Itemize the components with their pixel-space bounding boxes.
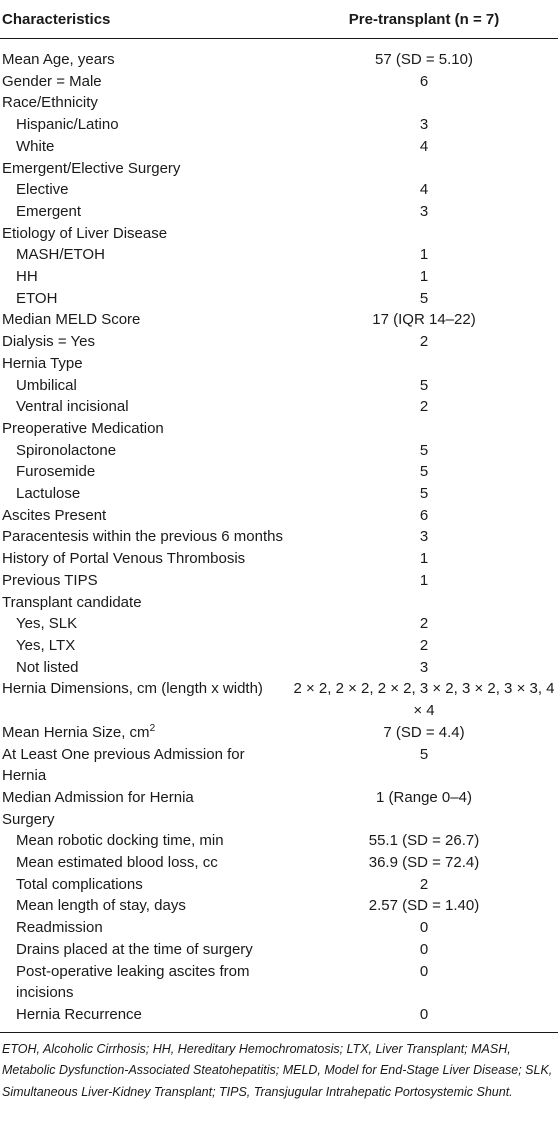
- row-value: 55.1 (SD = 26.7): [368, 832, 480, 850]
- header-characteristics: Characteristics: [0, 0, 290, 39]
- row-value: 3: [419, 202, 429, 220]
- row-value: 0: [419, 962, 429, 980]
- row-label-text: Readmission: [16, 919, 103, 937]
- row-value: 1: [419, 571, 429, 589]
- table-row: [0, 830, 558, 852]
- row-label-text: Median MELD Score: [2, 311, 141, 329]
- row-label-text: Yes, SLK: [16, 615, 78, 633]
- row-value: 57 (SD = 5.10): [375, 51, 473, 68]
- row-label-text: Median Admission for Hernia: [2, 788, 194, 806]
- row-label: [0, 353, 290, 375]
- row-label: [0, 483, 290, 505]
- row-label: [0, 375, 290, 397]
- table-row: [0, 678, 558, 721]
- row-value: [290, 158, 558, 180]
- row-value: 5: [419, 463, 429, 481]
- row-label-text: Dialysis = Yes: [2, 333, 95, 351]
- table-row: [0, 309, 558, 331]
- row-label-text: Spironolactone: [16, 441, 117, 459]
- row-label: [0, 852, 290, 874]
- row-label-text: Hispanic/Latino: [16, 116, 119, 134]
- row-label-text: Yes, LTX: [16, 636, 76, 654]
- row-label: [0, 613, 290, 635]
- table-row: [0, 939, 558, 961]
- row-value: 2: [419, 615, 429, 633]
- table-row: [0, 201, 558, 223]
- row-value: 3: [419, 116, 429, 134]
- header-pre-transplant: Pre-transplant (n = 7): [290, 0, 558, 39]
- row-label-text: Hernia Type: [2, 354, 83, 372]
- row-label-text: Paracentesis within the previous 6 months: [2, 528, 283, 546]
- row-value: 0: [290, 1004, 558, 1032]
- row-label: [0, 244, 290, 266]
- row-label-text: Mean estimated blood loss, cc: [16, 854, 218, 872]
- row-value: 3: [419, 658, 429, 676]
- row-label-text: White: [16, 137, 55, 155]
- table-row: [0, 787, 558, 809]
- row-value: 7 (SD = 4.4): [383, 723, 465, 741]
- table-row: [0, 961, 558, 1004]
- row-label: [0, 874, 290, 896]
- table-row: [0, 71, 558, 93]
- row-label: [0, 787, 290, 809]
- row-label-text: ETOH: [16, 289, 58, 307]
- table-row: [0, 874, 558, 896]
- row-label-text: MASH/ETOH: [16, 246, 105, 264]
- row-value: [290, 92, 558, 114]
- row-label: [0, 1004, 290, 1032]
- row-value: 1 (Range 0–4): [376, 788, 472, 806]
- row-label-text: Mean robotic docking time, min: [16, 832, 224, 850]
- table-row: [0, 353, 558, 375]
- row-label-text: Post-operative leaking ascites from incisions: [16, 962, 250, 1002]
- row-label-text: Elective: [16, 181, 69, 199]
- row-label: [0, 744, 290, 787]
- row-value: 5: [419, 289, 429, 307]
- table-row: [0, 92, 558, 114]
- row-value: [290, 223, 558, 245]
- row-label-text: Surgery: [2, 810, 55, 828]
- table-row: [0, 917, 558, 939]
- row-label: [0, 201, 290, 223]
- table-row: [0, 895, 558, 917]
- row-label: [0, 418, 290, 440]
- row-label: [0, 895, 290, 917]
- row-label: [0, 223, 290, 245]
- row-label-text: Gender = Male: [2, 72, 102, 90]
- row-label-text: Emergent: [16, 202, 82, 220]
- row-label-text: At Least One previous Admission for Hernia: [2, 745, 245, 785]
- row-label-text: Race/Ethnicity: [2, 94, 98, 112]
- row-label: [0, 288, 290, 310]
- row-label-text: Furosemide: [16, 463, 96, 481]
- row-value: 2.57 (SD = 1.40): [368, 897, 480, 915]
- row-label-text: Hernia Dimensions, cm (length x width): [2, 680, 263, 698]
- row-value: 2: [419, 875, 429, 893]
- row-label: [0, 440, 290, 462]
- row-label: [0, 158, 290, 180]
- row-label-text: Mean Age, years: [2, 51, 115, 68]
- table-row: [0, 375, 558, 397]
- row-label: [0, 71, 290, 93]
- row-label: [0, 526, 290, 548]
- row-label-text: Lactulose: [16, 485, 81, 503]
- table-row: [0, 440, 558, 462]
- row-label-text: Previous TIPS: [2, 571, 98, 589]
- row-value: 0: [419, 940, 429, 958]
- table-row: [0, 266, 558, 288]
- row-value: 0: [419, 919, 429, 937]
- table-row: [0, 613, 558, 635]
- row-label: [0, 396, 290, 418]
- row-label: [0, 461, 290, 483]
- table-row: [0, 635, 558, 657]
- table-row: [0, 461, 558, 483]
- row-label: [0, 961, 290, 1004]
- row-value: 5: [419, 745, 429, 763]
- row-value: 5: [419, 485, 429, 503]
- table-body: [0, 39, 558, 1033]
- table-row: [0, 396, 558, 418]
- table-row: [0, 809, 558, 831]
- row-label: [0, 548, 290, 570]
- table-row: [0, 331, 558, 353]
- row-value: 1: [419, 246, 429, 264]
- table-row: [0, 526, 558, 548]
- row-label-text: Preoperative Medication: [2, 419, 164, 437]
- row-label-text: Hernia Recurrence: [16, 1005, 142, 1023]
- row-value: 6: [419, 72, 429, 90]
- row-label: [0, 635, 290, 657]
- row-label: [0, 830, 290, 852]
- row-label-text: Ventral incisional: [16, 398, 129, 416]
- table-row: [0, 39, 558, 71]
- table-row: [0, 136, 558, 158]
- table-row: [0, 722, 558, 744]
- row-label: [0, 809, 290, 831]
- row-label: [0, 722, 290, 744]
- table-row: [0, 505, 558, 527]
- row-value: [290, 592, 558, 614]
- table-row: [0, 1004, 558, 1032]
- row-label: [0, 939, 290, 961]
- row-label-superscript: 2: [149, 722, 156, 734]
- row-value: 4: [419, 181, 429, 199]
- row-label-text: HH: [16, 268, 38, 286]
- row-label-text: Mean length of stay, days: [16, 897, 186, 915]
- row-value: 36.9 (SD = 72.4): [368, 854, 480, 872]
- table-row: [0, 483, 558, 505]
- table-row: [0, 179, 558, 201]
- table-footnote: ETOH, Alcoholic Cirrhosis; HH, Hereditary Hemochromatosis; LTX, Liver Transplant; MASH, Metabolic Dysfunction-Associated Steatohepatitis; MELD, Model for End-Stage Liver Disease; SLK, Simultaneous Liver-Kidney Transplant; TIPS, Transjugular Intrahepatic Portosystemic Shunt.: [2, 1041, 553, 1099]
- row-label: [0, 136, 290, 158]
- row-label: [0, 657, 290, 679]
- row-label-text: Umbilical: [16, 376, 77, 394]
- row-value: 6: [419, 506, 429, 524]
- row-label: [0, 678, 290, 721]
- row-value: 4: [419, 137, 429, 155]
- row-label: [0, 917, 290, 939]
- table-row: [0, 223, 558, 245]
- row-label-text: Ascites Present: [2, 506, 107, 524]
- row-label-text: Total complications: [16, 875, 143, 893]
- row-label-text: Drains placed at the time of surgery: [16, 940, 253, 958]
- row-value: [290, 353, 558, 375]
- table-header-row: [0, 0, 558, 39]
- row-label: [0, 309, 290, 331]
- row-label-text: Mean Hernia Size, cm: [2, 723, 150, 741]
- table-row: [0, 570, 558, 592]
- row-label: [0, 592, 290, 614]
- row-label: [0, 114, 290, 136]
- table-row: [0, 158, 558, 180]
- row-value: 2 × 2, 2 × 2, 2 × 2, 3 × 2, 3 × 2, 3 × 3, 4 × 4: [293, 680, 555, 720]
- table-row: [0, 657, 558, 679]
- table-row: [0, 418, 558, 440]
- table-row: [0, 114, 558, 136]
- row-label-text: History of Portal Venous Thrombosis: [2, 550, 246, 568]
- row-label-text: Etiology of Liver Disease: [2, 224, 168, 242]
- row-value: 3: [419, 528, 429, 546]
- table-row: [0, 592, 558, 614]
- row-value: 17 (IQR 14–22): [372, 311, 476, 329]
- row-value: 1: [419, 550, 429, 568]
- row-label: [0, 331, 290, 353]
- row-value: 2: [419, 398, 429, 416]
- table-row: [0, 288, 558, 310]
- table-row: [0, 852, 558, 874]
- row-value: 2: [419, 333, 429, 351]
- table-row: [0, 744, 558, 787]
- row-label-text: Not listed: [16, 658, 79, 676]
- row-value: [290, 809, 558, 831]
- row-value: 5: [419, 376, 429, 394]
- row-label: [0, 92, 290, 114]
- table-row: [0, 548, 558, 570]
- row-label: [0, 39, 290, 71]
- row-value: 1: [419, 268, 429, 286]
- row-label-text: Transplant candidate: [2, 593, 142, 611]
- row-value: 2: [419, 636, 429, 654]
- row-value: 5: [419, 441, 429, 459]
- row-label: [0, 179, 290, 201]
- row-label: [0, 505, 290, 527]
- row-label: [0, 570, 290, 592]
- row-label-text: Emergent/Elective Surgery: [2, 159, 181, 177]
- row-label: [0, 266, 290, 288]
- table-row: [0, 244, 558, 266]
- row-value: [290, 418, 558, 440]
